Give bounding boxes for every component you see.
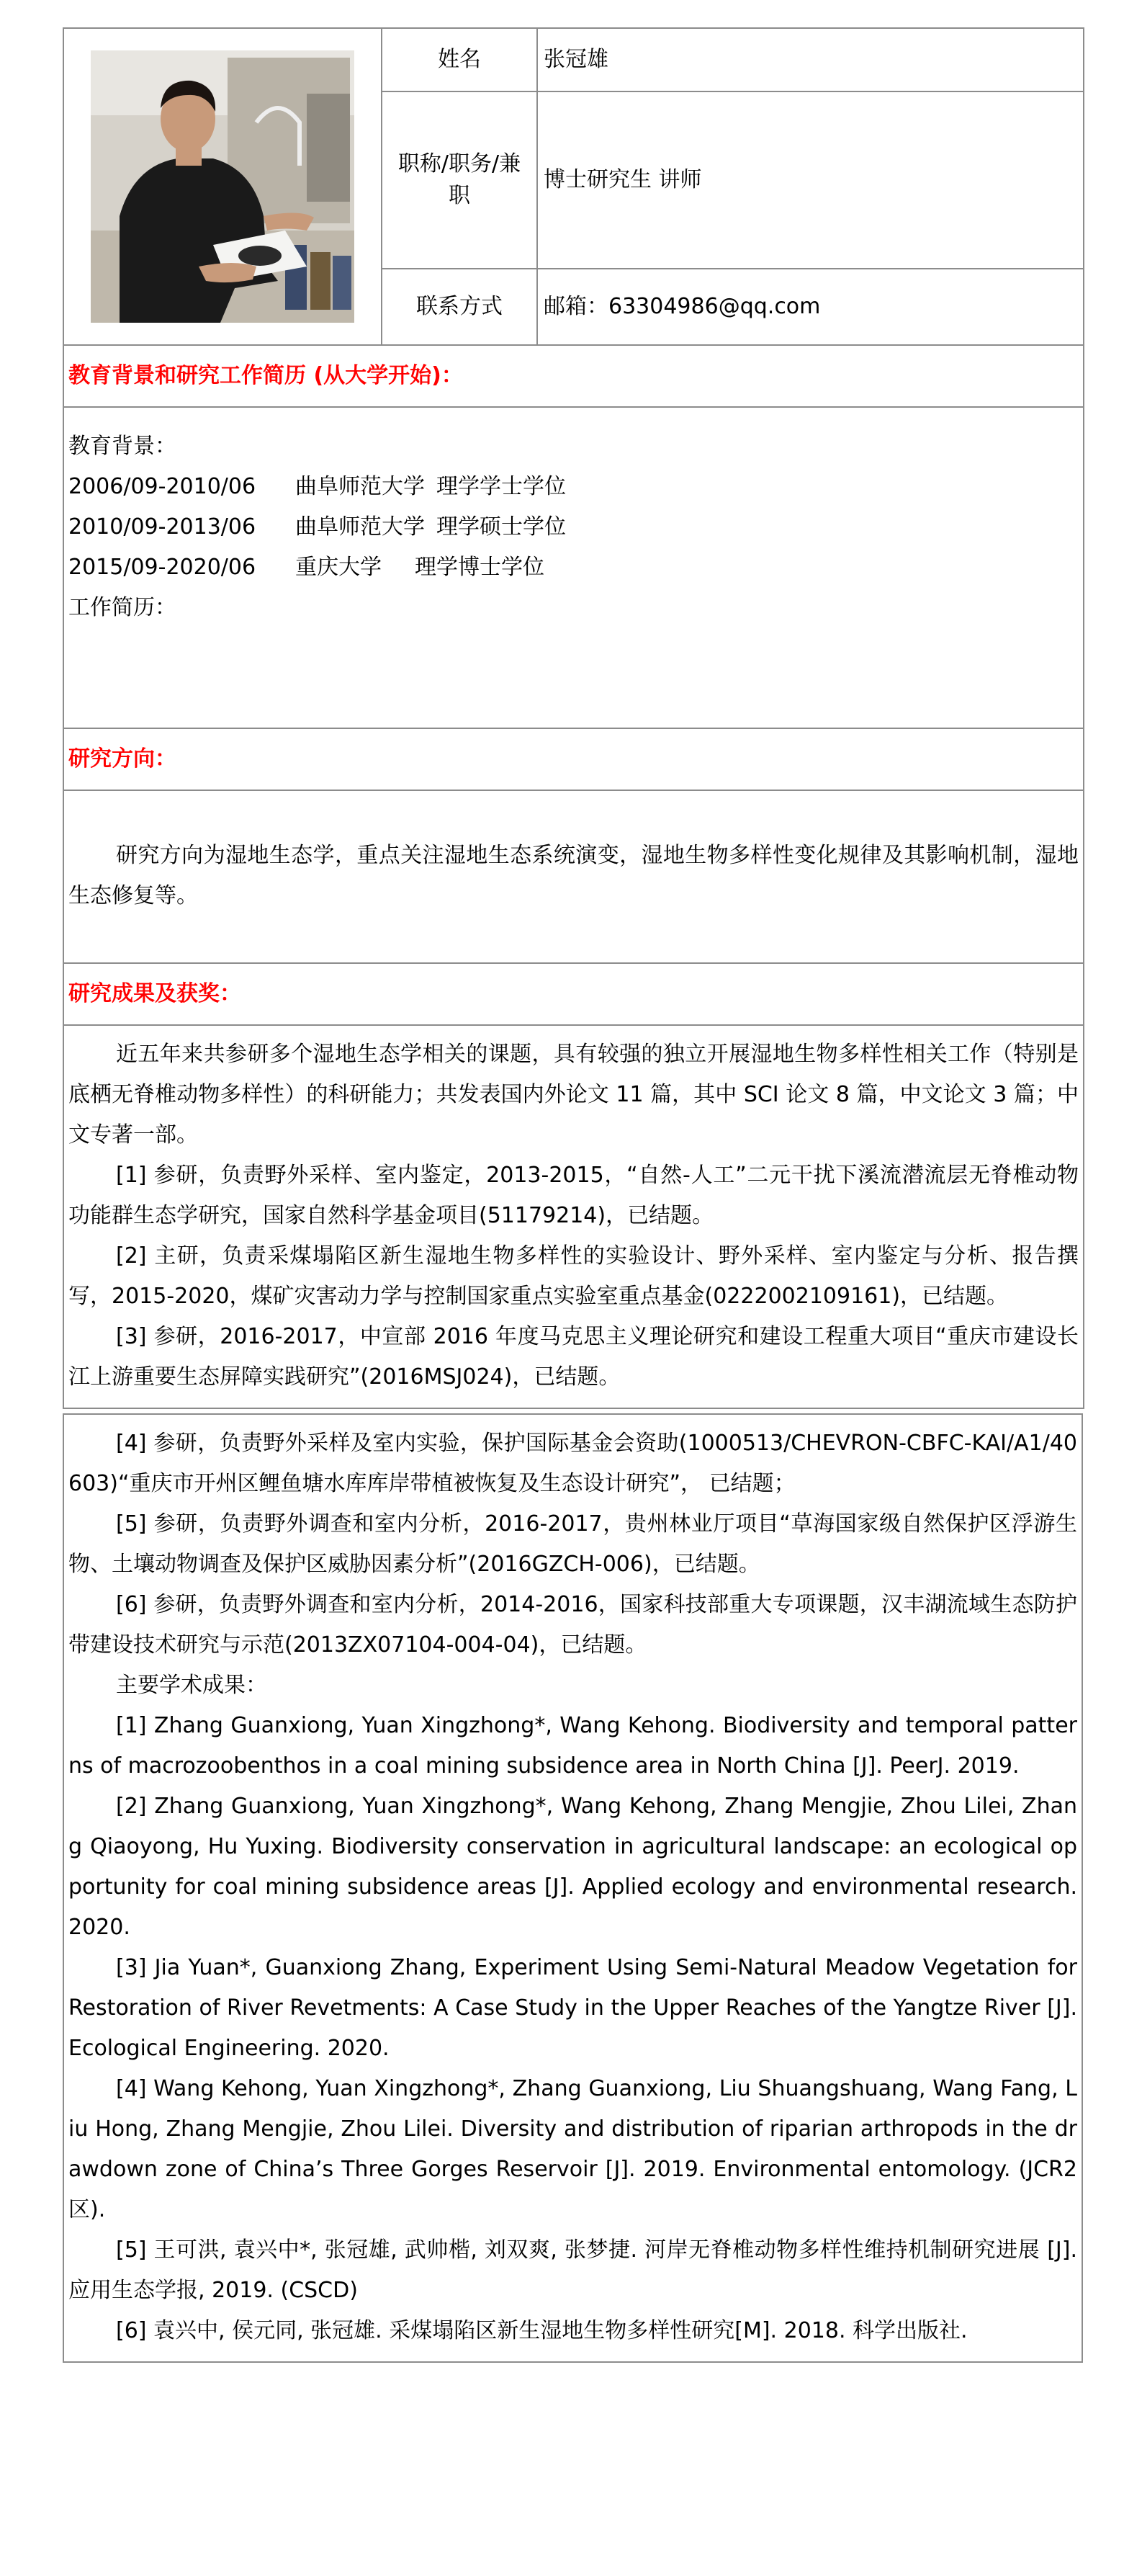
education-school: 曲阜师范大学 <box>295 474 425 499</box>
achievements-heading: 研究成果及获奖： <box>63 963 1084 1025</box>
publication-item: [5] 王可洪, 袁兴中*, 张冠雄, 武帅楷, 刘双爽, 张梦捷. 河岸无脊椎动物多样性维持机制研究进展 [J]. 应用生态学报, 2019. (CSCD) <box>68 2237 1077 2303</box>
project-item: [2] 主研，负责采煤塌陷区新生湿地生物多样性的实验设计、野外采样、室内鉴定与分析、报告撰写，2015-2020，煤矿灾害动力学与控制国家重点实验室重点基金(0222002109161)，已结题。 <box>68 1243 1079 1309</box>
education-heading: 教育背景和研究工作简历 (从大学开始)： <box>63 345 1084 407</box>
education-period: 2006/09-2010/06 <box>68 474 256 499</box>
name-value: 张冠雄 <box>537 28 1084 91</box>
project-item: [5] 参研，负责野外调查和室内分析，2016-2017，贵州林业厅项目“草海国家级自然保护区浮游生物、土壤动物调查及保护区威胁因素分析”(2016GZCH-006)，已结题。 <box>68 1511 1077 1577</box>
education-period: 2010/09-2013/06 <box>68 514 256 540</box>
publication-item: [1] Zhang Guanxiong, Yuan Xingzhong*, Wang Kehong. Biodiversity and temporal patterns of macrozoobenthos in a coal mining subsidence area in North China [J]. PeerJ. 2019. <box>68 1713 1077 1779</box>
profile-photo <box>91 50 354 323</box>
education-entry <box>68 467 1079 507</box>
achievements-content-b <box>63 1414 1082 2362</box>
photo-cell <box>63 28 382 345</box>
research-text: 研究方向为湿地生态学，重点关注湿地生态系统演变，湿地生物多样性变化规律及其影响机制，湿地生态修复等。 <box>68 843 1079 908</box>
title-value: 博士研究生 讲师 <box>537 91 1084 269</box>
cv-table-lower <box>63 1413 1083 2363</box>
project-item: [1] 参研，负责野外采样、室内鉴定，2013-2015，“自然-人工”二元干扰下溪流潜流层无脊椎动物功能群生态学研究，国家自然科学基金项目(51179214)，已结题。 <box>68 1163 1079 1228</box>
research-heading: 研究方向： <box>63 728 1084 790</box>
education-period: 2015/09-2020/06 <box>68 555 256 580</box>
achievements-summary: 近五年来共参研多个湿地生态学相关的课题，具有较强的独立开展湿地生物多样性相关工作（特别是底栖无脊椎动物多样性）的科研能力；共发表国内外论文 11 篇，其中 SCI 论文 8 篇，中文论文 3 篇；中文专著一部。 <box>68 1042 1079 1148</box>
achievements-content-a <box>63 1025 1084 1408</box>
contact-label: 联系方式 <box>382 269 537 345</box>
research-content <box>63 790 1084 963</box>
title-label: 职称/职务/兼职 <box>382 91 537 269</box>
work-label: 工作简历： <box>68 595 176 620</box>
name-label: 姓名 <box>382 28 537 91</box>
cv-table-upper <box>63 27 1084 1409</box>
publication-item: [3] Jia Yuan*, Guanxiong Zhang, Experiment Using Semi-Natural Meadow Vegetation for Restoration of River Revetments: A Case Study in the Upper Reaches of the Yangtze River [J]. Ecological Engineering. 2020. <box>68 1955 1077 2061</box>
cv-page <box>63 27 1083 2363</box>
publication-item: [4] Wang Kehong, Yuan Xingzhong*, Zhang Guanxiong, Liu Shuangshuang, Wang Fang, Liu Hong, Zhang Mengjie, Zhou Lilei. Diversity and distribution of riparian arthropods in the drawdown zone of China’s Three Gorges Reservoir [J]. 2019. Environmental entomology. (JCR2 区). <box>68 2076 1077 2222</box>
project-item: [4] 参研，负责野外采样及室内实验，保护国际基金会资助(1000513/CHEVRON-CBFC-KAI/A1/40603)“重庆市开州区鲤鱼塘水库库岸带植被恢复及生态设计研究”， 已结题； <box>68 1431 1077 1496</box>
education-degree: 理学学士学位 <box>436 474 566 499</box>
publication-item: [6] 袁兴中, 侯元同, 张冠雄. 采煤塌陷区新生湿地生物多样性研究[M]. 2018. 科学出版社. <box>116 2318 968 2343</box>
education-label: 教育背景： <box>68 434 176 459</box>
publication-item: [2] Zhang Guanxiong, Yuan Xingzhong*, Wang Kehong, Zhang Mengjie, Zhou Lilei, Zhang Qiaoyong, Hu Yuxing. Biodiversity conservation in agricultural landscape: an ecological opportunity for coal mining subsidence areas [J]. Applied ecology and environmental research. 2020. <box>68 1794 1077 1940</box>
publications-label: 主要学术成果： <box>116 1673 267 1698</box>
education-content <box>63 407 1084 728</box>
education-entry <box>68 547 1079 588</box>
profile-photo-illustration <box>91 50 354 323</box>
education-degree: 理学硕士学位 <box>436 514 566 540</box>
education-entry <box>68 507 1079 547</box>
contact-value: 邮箱：63304986@qq.com <box>537 269 1084 345</box>
project-item: [6] 参研，负责野外调查和室内分析，2014-2016，国家科技部重大专项课题，汉丰湖流域生态防护带建设技术研究与示范(2013ZX07104-004-04)，已结题。 <box>68 1592 1077 1658</box>
education-school: 重庆大学 <box>295 555 382 580</box>
education-school: 曲阜师范大学 <box>295 514 425 540</box>
education-degree: 理学博士学位 <box>415 555 544 580</box>
project-item: [3] 参研，2016-2017，中宣部 2016 年度马克思主义理论研究和建设工程重大项目“重庆市建设长江上游重要生态屏障实践研究”(2016MSJ024)，已结题。 <box>68 1324 1079 1390</box>
